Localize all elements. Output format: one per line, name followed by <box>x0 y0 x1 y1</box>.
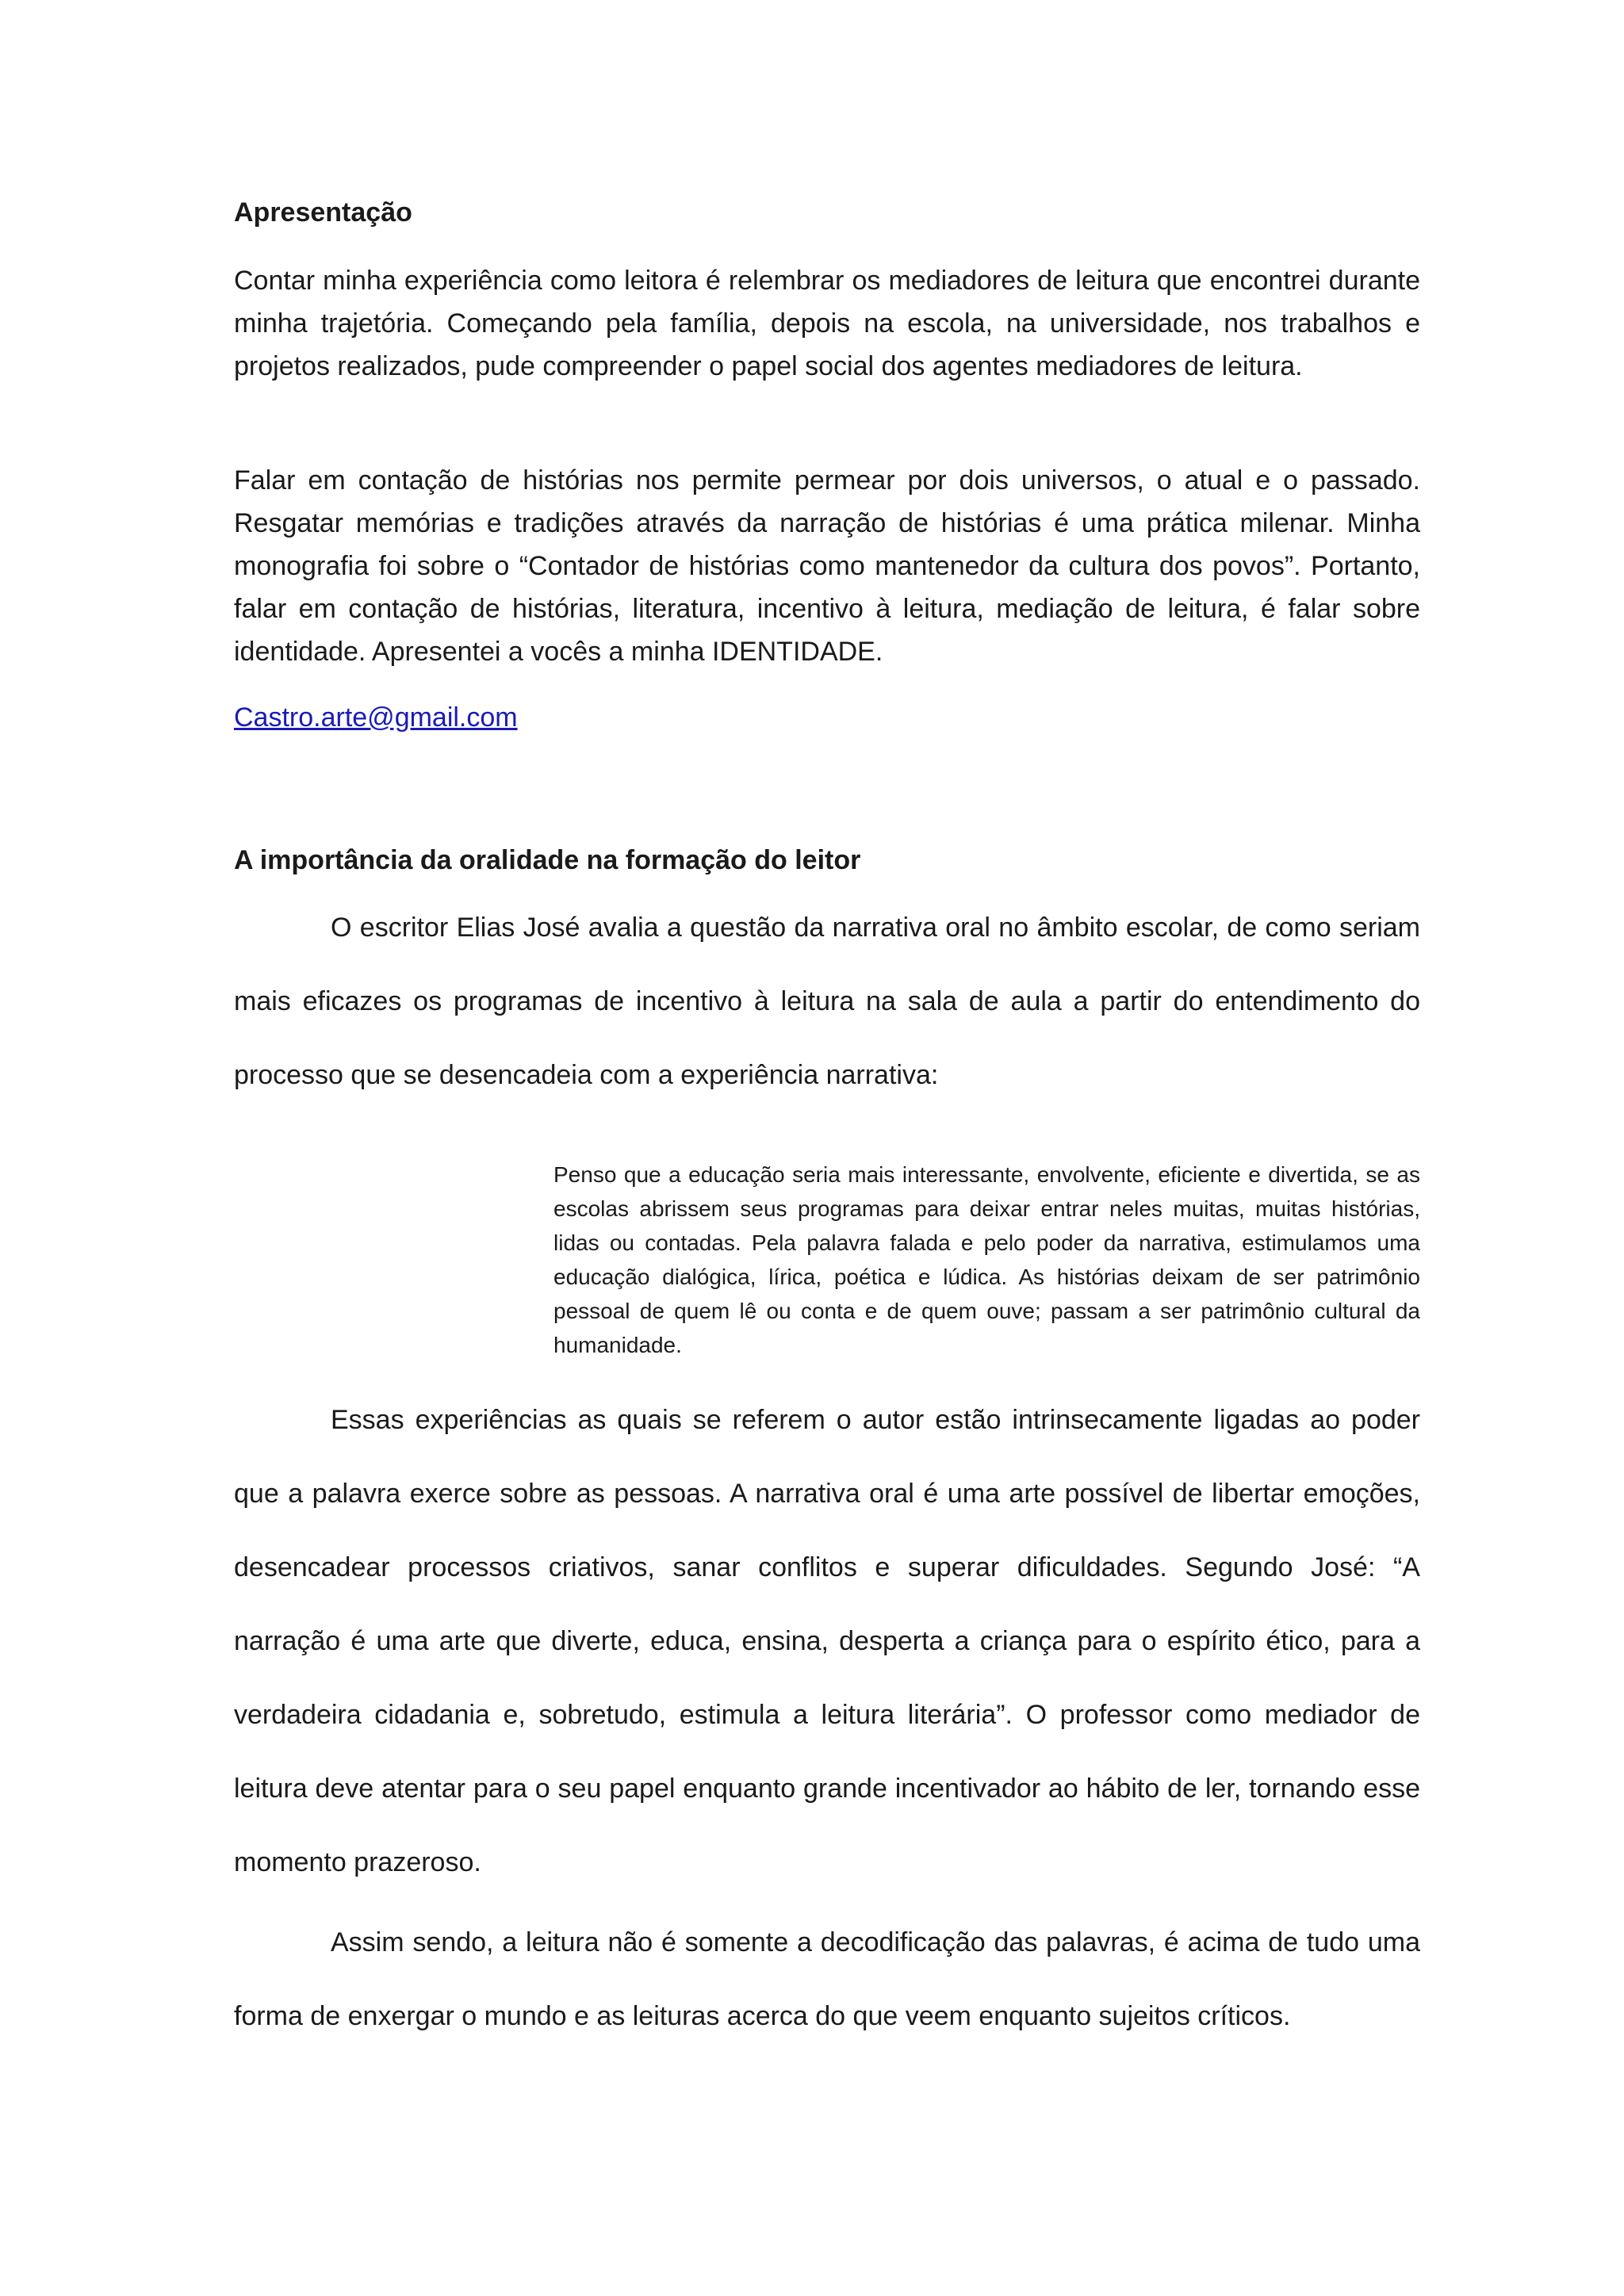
block-quote: Penso que a educação seria mais interessante, envolvente, eficiente e divertida, se as escolas abrissem seus programas para deixar entrar neles muitas, muitas histórias, lidas ou contadas. Pela palavra falada e pelo poder da narrativa, estimulamos uma educação dialógica, lírica, poética e lúdica. As histórias deixam de ser patrimônio pessoal de quem lê ou conta e de quem ouve; passam a ser patrimônio cultural da humanidade. <box>553 1162 1420 1357</box>
email-link[interactable]: Castro.arte@gmail.com <box>234 702 518 733</box>
section-title-oralidade: A importância da oralidade na formação do leitor <box>234 845 861 875</box>
section-title-apresentacao: Apresentação <box>234 197 412 228</box>
storytelling-paragraph: Falar em contação de histórias nos permite permear por dois universos, o atual e o passado. Resgatar memórias e tradições através da narração de histórias é uma prática milenar. Minha monografia foi sobre o “Contador de histórias como mantenedor da cultura dos povos”. Portanto, falar em contação de histórias, literatura, incentivo à leitura, mediação de leitura, é falar sobre identidade. Apresentei a vocês a minha IDENTIDADE. <box>234 465 1420 667</box>
intro-paragraph: Contar minha experiência como leitora é relembrar os mediadores de leitura que encontrei durante minha trajetória. Começando pela família, depois na escola, na universidade, nos trabalhos e projetos realizados, pude compreender o papel social dos agentes mediadores de leitura. <box>234 266 1420 381</box>
experiences-paragraph: Essas experiências as quais se referem o autor estão intrinsecamente ligadas ao poder que a palavra exerce sobre as pessoas. A narrativa oral é uma arte possível de libertar emoções, desencadear processos criativos, sanar conflitos e superar dificuldades. Segundo José: “A narração é uma arte que diverte, educa, ensina, desperta a criança para o espírito ético, para a verdadeira cidadania e, sobretudo, estimula a leitura literária”. O professor como mediador de leitura deve atentar para o seu papel enquanto grande incentivador ao hábito de ler, tornando esse momento prazeroso. <box>234 1405 1420 1877</box>
conclusion-paragraph: Assim sendo, a leitura não é somente a decodificação das palavras, é acima de tudo uma forma de enxergar o mundo e as leituras acerca do que veem enquanto sujeitos críticos. <box>234 1927 1420 2031</box>
elias-jose-paragraph: O escritor Elias José avalia a questão da narrativa oral no âmbito escolar, de como seriam mais eficazes os programas de incentivo à leitura na sala de aula a partir do entendimento do processo que se desencadeia com a experiência narrativa: <box>234 913 1420 1090</box>
